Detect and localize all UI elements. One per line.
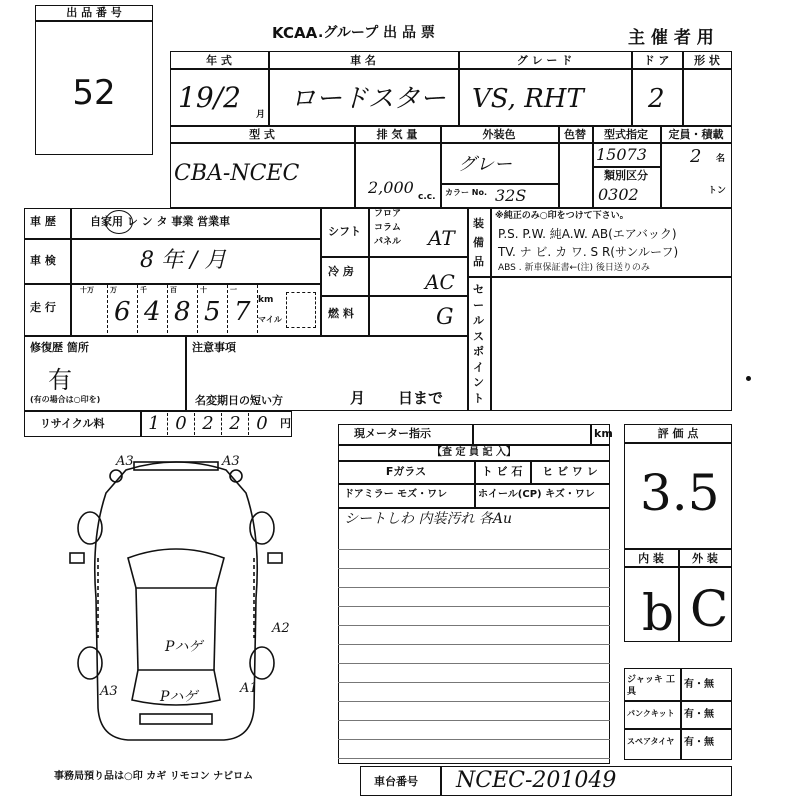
person-unit: 名 [716,154,726,164]
ruled-line [338,701,610,702]
odometer-cell [228,285,258,333]
yen-unit: 円 [280,417,291,430]
right-mirror [268,553,282,563]
equipment-line3: ABS . 新車保証書←(注) 後日送りのみ [498,263,650,273]
scan-dot [746,376,751,381]
current-meter-label: 現メーター指示 [354,427,431,440]
shift-floor: フロア [374,209,402,219]
rear-right-wheel [250,647,274,679]
grade-label: グ レ ー ド [516,54,573,67]
ruled-line [338,568,610,569]
odometer-cell [108,285,138,333]
front-glass-label: Fガラス [385,465,427,478]
repair-note: (有の場合は○印を) [30,395,101,404]
meter-km-unit: km [594,427,613,440]
history-label: 車 歴 [30,215,56,228]
score-value: 3.5 [640,464,720,522]
rear-left-wheel [78,647,102,679]
odometer-digit: 5 [204,297,221,327]
car-name-label: 車 名 [350,54,376,67]
recycle-fee-digit: 1 [140,413,167,435]
damage-mark-4: A3 [100,684,118,699]
capacity-label: 定員・積載 [668,128,724,141]
grade-value: VS, RHT [472,84,584,114]
odometer-digit: 7 [234,297,251,327]
sales-point-label: セ ー ル ス ポ イ ン ト [473,283,484,405]
interior-label: 内 装 [638,552,664,565]
shape-label: 形 状 [694,54,720,67]
ruled-line [338,758,610,759]
odometer [78,285,258,333]
fuel-label: 燃 料 [328,307,354,320]
short-expiry-label: 名変期日の短い方 [195,394,283,407]
windshield [128,549,224,588]
mile-unit: マイル [258,315,282,324]
private-use-circle [105,210,133,234]
damage-note-1: Pハゲ [165,639,203,655]
chassis-value: NCEC-201049 [456,768,617,793]
odometer-unit-label: 十 [200,286,207,294]
damage-mark-3: A2 [272,621,290,636]
odometer-cell [198,285,228,333]
history-options: 自家用 レ ン タ 事業 営業車 [90,215,231,228]
ruled-line [338,720,610,721]
interior-value: b [642,584,675,642]
mileage-label: 走 行 [30,301,56,314]
lot-number: 52 [72,73,116,113]
puncture-have-none: 有・無 [684,709,714,720]
shift-label: シフト [328,225,361,238]
odometer-unit-label: 一 [230,286,237,294]
exterior-color-value: グレー [458,154,512,175]
odometer-cell [138,285,168,333]
type-designation-value: 15073 [596,145,647,164]
ruled-line [338,644,610,645]
repair-history-label: 修復歴 箇所 [30,341,89,354]
cracks-label: ヒ ビ ワ レ [542,465,598,478]
rear-bumper [140,714,212,724]
chips-label: ト ビ 石 [481,465,523,478]
color-no-label: カラー No. [445,188,488,197]
odometer-unit-label: 十万 [80,286,94,294]
recycle-fee-digit: 2 [221,413,248,435]
exterior-label: 外 装 [692,552,718,565]
doors-value: 2 [648,84,665,114]
doors-label: ド ア [643,54,670,67]
ruled-line [338,587,610,588]
ruled-line [338,625,610,626]
odometer-unit-label: 万 [110,286,117,294]
score-label: 評 価 点 [657,427,699,440]
month-unit: 月 [256,110,266,120]
office-keep-note: 事務局預り品は○印 カギ リモコン ナビロム [54,771,254,782]
equipment-note: ※純正のみ○印をつけて下さい。 [495,211,629,221]
exterior-value: C [690,580,729,638]
odometer-digit: 4 [144,297,161,327]
odometer-digit: 6 [114,297,131,327]
car-name-value: ロードスター [290,84,446,114]
front-bumper [134,462,218,470]
shift-value: AT [428,226,455,250]
inspector-note: シートしわ 内装汚れ 各Au [344,511,513,527]
displacement-label: 排 気 量 [376,128,418,141]
color-no-value: 32S [495,186,527,205]
recycle-fee-digit: 0 [167,413,194,435]
mile-checkbox [286,292,316,328]
door-mirror-label: ドアミラー モズ・ワレ [344,489,448,500]
puncture-kit-label: パンクキット [627,709,675,718]
spare-tire-label: スペアタイヤ [627,737,675,746]
model-value: CBA-NCEC [174,161,300,186]
displacement-value: 2,000 [368,178,414,197]
ruled-line [338,663,610,664]
form-title: .グループ 出 品 票 [318,25,435,41]
chassis-label: 車台番号 [374,775,418,788]
recycle-fee-label: リサイクル料 [40,417,105,430]
shift-panel: パネル [374,237,402,247]
repair-value: 有 [48,366,72,394]
ruled-line [338,549,610,550]
capacity-value: 2 [690,146,702,167]
exterior-color-label: 外装色 [482,128,516,141]
odometer-digit: 8 [174,297,191,327]
damage-mark-5: A1 [240,681,258,696]
spare-have-none: 有・無 [684,737,714,748]
km-unit: km [258,295,274,305]
odometer-cell [168,285,198,333]
year-label: 年 式 [206,54,232,67]
expiry-month: 月 [350,389,366,407]
year-value: 19/2 [178,81,241,114]
inspection-value: 8 年 / 月 [140,248,227,273]
damage-note-2: Pハゲ [160,689,198,705]
inspection-label: 車 検 [30,254,56,267]
category-value: 0302 [598,185,639,204]
inspector-ruled-lines [338,530,610,764]
equipment-line1: P.S. P.W. 純A.W. AB(エアバック) [498,227,677,241]
organizer-label: 主 催 者 用 [628,28,714,48]
recycle-fee-digit: 2 [194,413,221,435]
damage-mark-1: A3 [116,454,134,469]
damage-mark-2: A3 [222,454,240,469]
recycle-fee-digit: 0 [248,413,275,435]
odometer-unit-label: 百 [170,286,177,294]
equipment-label: 装 備 品 [473,217,484,268]
caution-label: 注意事項 [192,341,236,354]
ruled-line [338,682,610,683]
ac-value: AC [425,270,455,294]
ton-unit: トン [708,186,727,196]
expiry-day: 日まで [398,389,444,407]
jack-have-none: 有・無 [684,679,714,690]
wheel-label: ホイール(CP) キズ・ワレ [478,489,595,500]
lot-label: 出 品 番 号 [66,6,122,19]
cc-unit: c.c. [418,192,436,202]
ac-label: 冷 房 [328,265,354,278]
ruled-line [338,739,610,740]
ruled-line [338,606,610,607]
inspector-entry-label: 【査 定 員 記 入】 [432,447,516,458]
fuel-value: G [436,305,454,330]
color-change-label: 色替 [564,128,586,141]
logo: KCAA [272,24,318,42]
odometer-cell [78,285,108,333]
model-label: 型 式 [249,128,275,141]
recycle-fee-digits [140,411,278,437]
jack-label: ジャッキ 工 具 [627,675,675,697]
equipment-line2: TV. ナ ビ. カ ワ. S R(サンルーフ) [498,245,679,259]
category-label: 類別区分 [604,169,648,182]
type-designation-label: 型式指定 [604,128,648,141]
left-mirror [70,553,84,563]
odometer-unit-label: 千 [140,286,147,294]
shift-column: コラム [374,223,401,233]
